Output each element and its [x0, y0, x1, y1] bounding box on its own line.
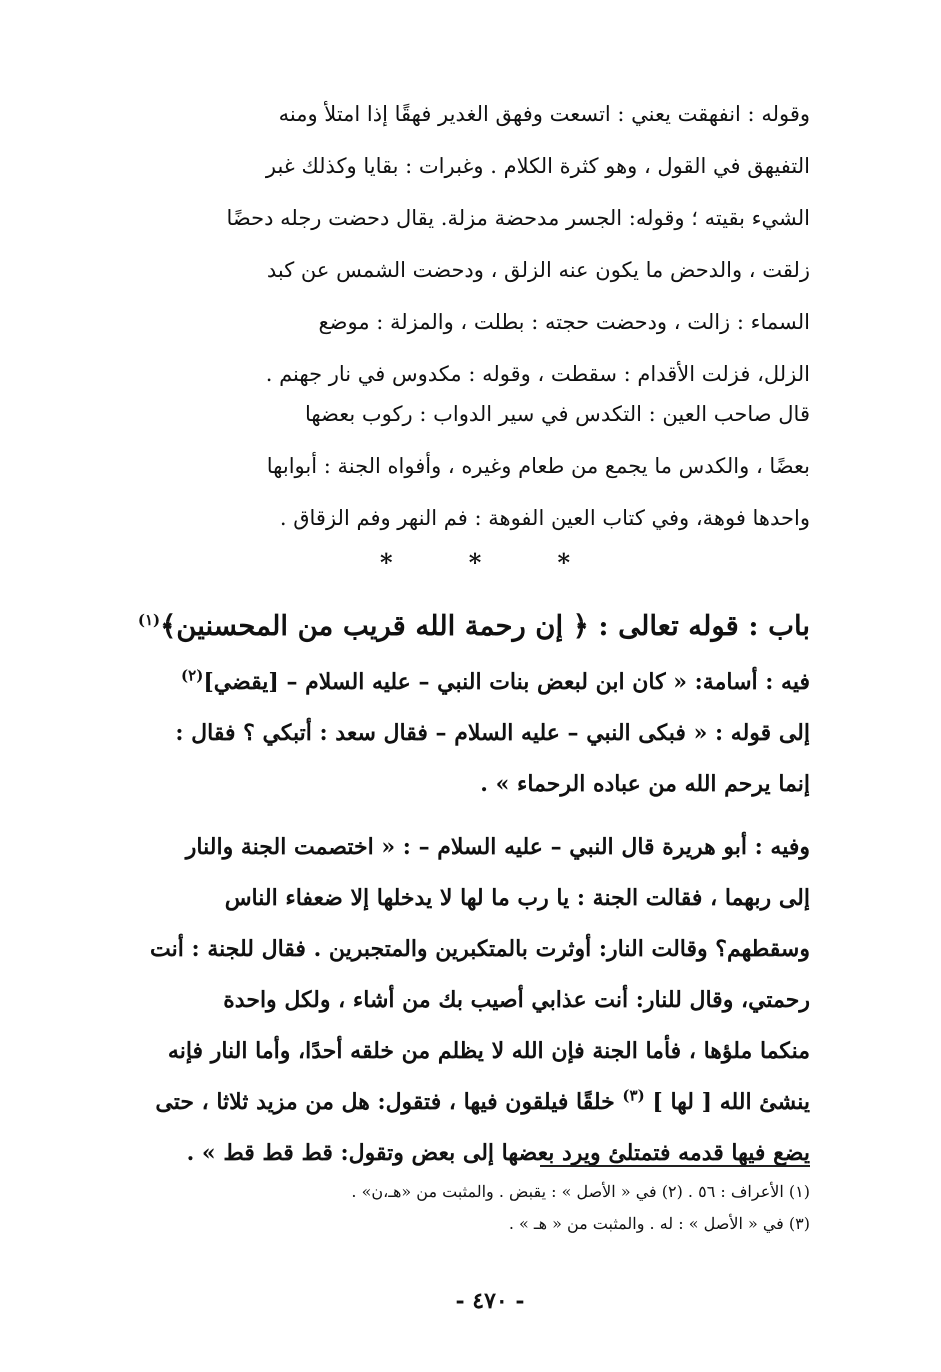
separator-star-icon: * — [380, 548, 393, 577]
text-line: قال صاحب العين : التكدس في سير الدواب : ركوب بعضها — [304, 402, 810, 426]
heading-text: باب : قوله تعالى : ﴿ إن رحمة الله قريب من المحسنين﴾ — [160, 610, 810, 642]
paragraph-commentary-2 — [130, 388, 810, 544]
footnotes — [130, 1176, 810, 1240]
hadith-paragraph-1 — [130, 657, 810, 810]
hadith-paragraph-2 — [130, 822, 810, 1179]
text-line: إلى قوله : « فبكى النبي – عليه السلام – فقال سعد : أتبكي ؟ فقال : — [175, 720, 810, 746]
footnote-marker: (١) — [137, 610, 161, 629]
footnote-line: (٣) في « الأصل » : له . والمثبت من « هـ » . — [508, 1214, 810, 1233]
separator-star-icon: * — [557, 548, 570, 577]
text-segment: خلقًا فيلقون فيها ، فتقول: هل من مزيد ثلاثا ، حتى — [155, 1089, 615, 1115]
text-line: وفيه : أبو هريرة قال النبي – عليه السلام – : « اختصمت الجنة والنار — [185, 834, 810, 860]
text-line: الشيء بقيته ؛ وقوله: الجسر مدحضة مزلة. يقال دحضت رجله دحضًا — [226, 206, 810, 230]
text-line: يضع فيها قدمه فتمتلئ ويرد بعضها إلى بعض وتقول: قط قط قط » . — [186, 1140, 810, 1166]
text-segment: ينشئ الله [ لها ] — [652, 1089, 810, 1115]
text-line: إنما يرحم الله من عباده الرحماء » . — [480, 771, 810, 797]
text-line: الزلل، فزلت الأقدام : سقطت ، وقوله : مكدوس في نار جهنم . — [265, 362, 810, 386]
text-line: منكما ملؤها ، فأما الجنة فإن الله لا يظلم من خلقه أحدًا، وأما النار فإنه — [167, 1038, 810, 1064]
text-line: زلقت ، والدحض ما يكون عنه الزلق ، ودحضت الشمس عن كبد — [266, 258, 810, 282]
footnote-line: (١) الأعراف : ٥٦ . (٢) في « الأصل » : يقبض . والمثبت من «هـ،ن» . — [351, 1182, 810, 1201]
footnote-marker: (٢) — [181, 666, 204, 685]
section-separator — [380, 548, 570, 577]
text-line — [130, 657, 810, 708]
chapter-heading — [130, 596, 810, 656]
text-line: وسقطهم؟ وقالت النار: أوثرت بالمتكبرين والمتجبرين . فقال للجنة : أنت — [150, 936, 810, 962]
footnote-divider — [540, 1165, 810, 1167]
separator-star-icon: * — [468, 548, 482, 577]
paragraph-commentary-1 — [130, 88, 810, 400]
text-line: التفيهق في القول ، وهو كثرة الكلام . وغبرات : بقايا وكذلك غبر — [265, 154, 810, 178]
text-line: إلى ربهما ، فقالت الجنة : يا رب ما لها لا يدخلها إلا ضعفاء الناس — [224, 885, 810, 911]
footnote-marker: (٣) — [622, 1086, 645, 1105]
page-number: - ٤٧٠ - — [455, 1288, 525, 1314]
text-line: السماء : زالت ، ودحضت حجته : بطلت ، والمزلة : موضع — [318, 310, 810, 334]
text-line: واحدها فوهة، وفي كتاب العين الفوهة : فم النهر وفم الزقاق . — [279, 506, 810, 530]
text-line: وقوله : انفهقت يعني : اتسعت وفهق الغدير فهقًا إذا امتلأ ومنه — [278, 102, 810, 126]
text-line — [130, 1077, 810, 1128]
text-line: بعضًا ، والكدس ما يجمع من طعام وغيره ، وأفواه الجنة : أبوابها — [266, 454, 810, 478]
text-line: رحمتي، وقال للنار: أنت عذابي أصيب بك من أشاء ، ولكل واحدة — [223, 987, 810, 1013]
text-segment: فيه : أسامة: « كان ابن لبعض بنات النبي – عليه السلام – [يقضي] — [203, 669, 810, 695]
